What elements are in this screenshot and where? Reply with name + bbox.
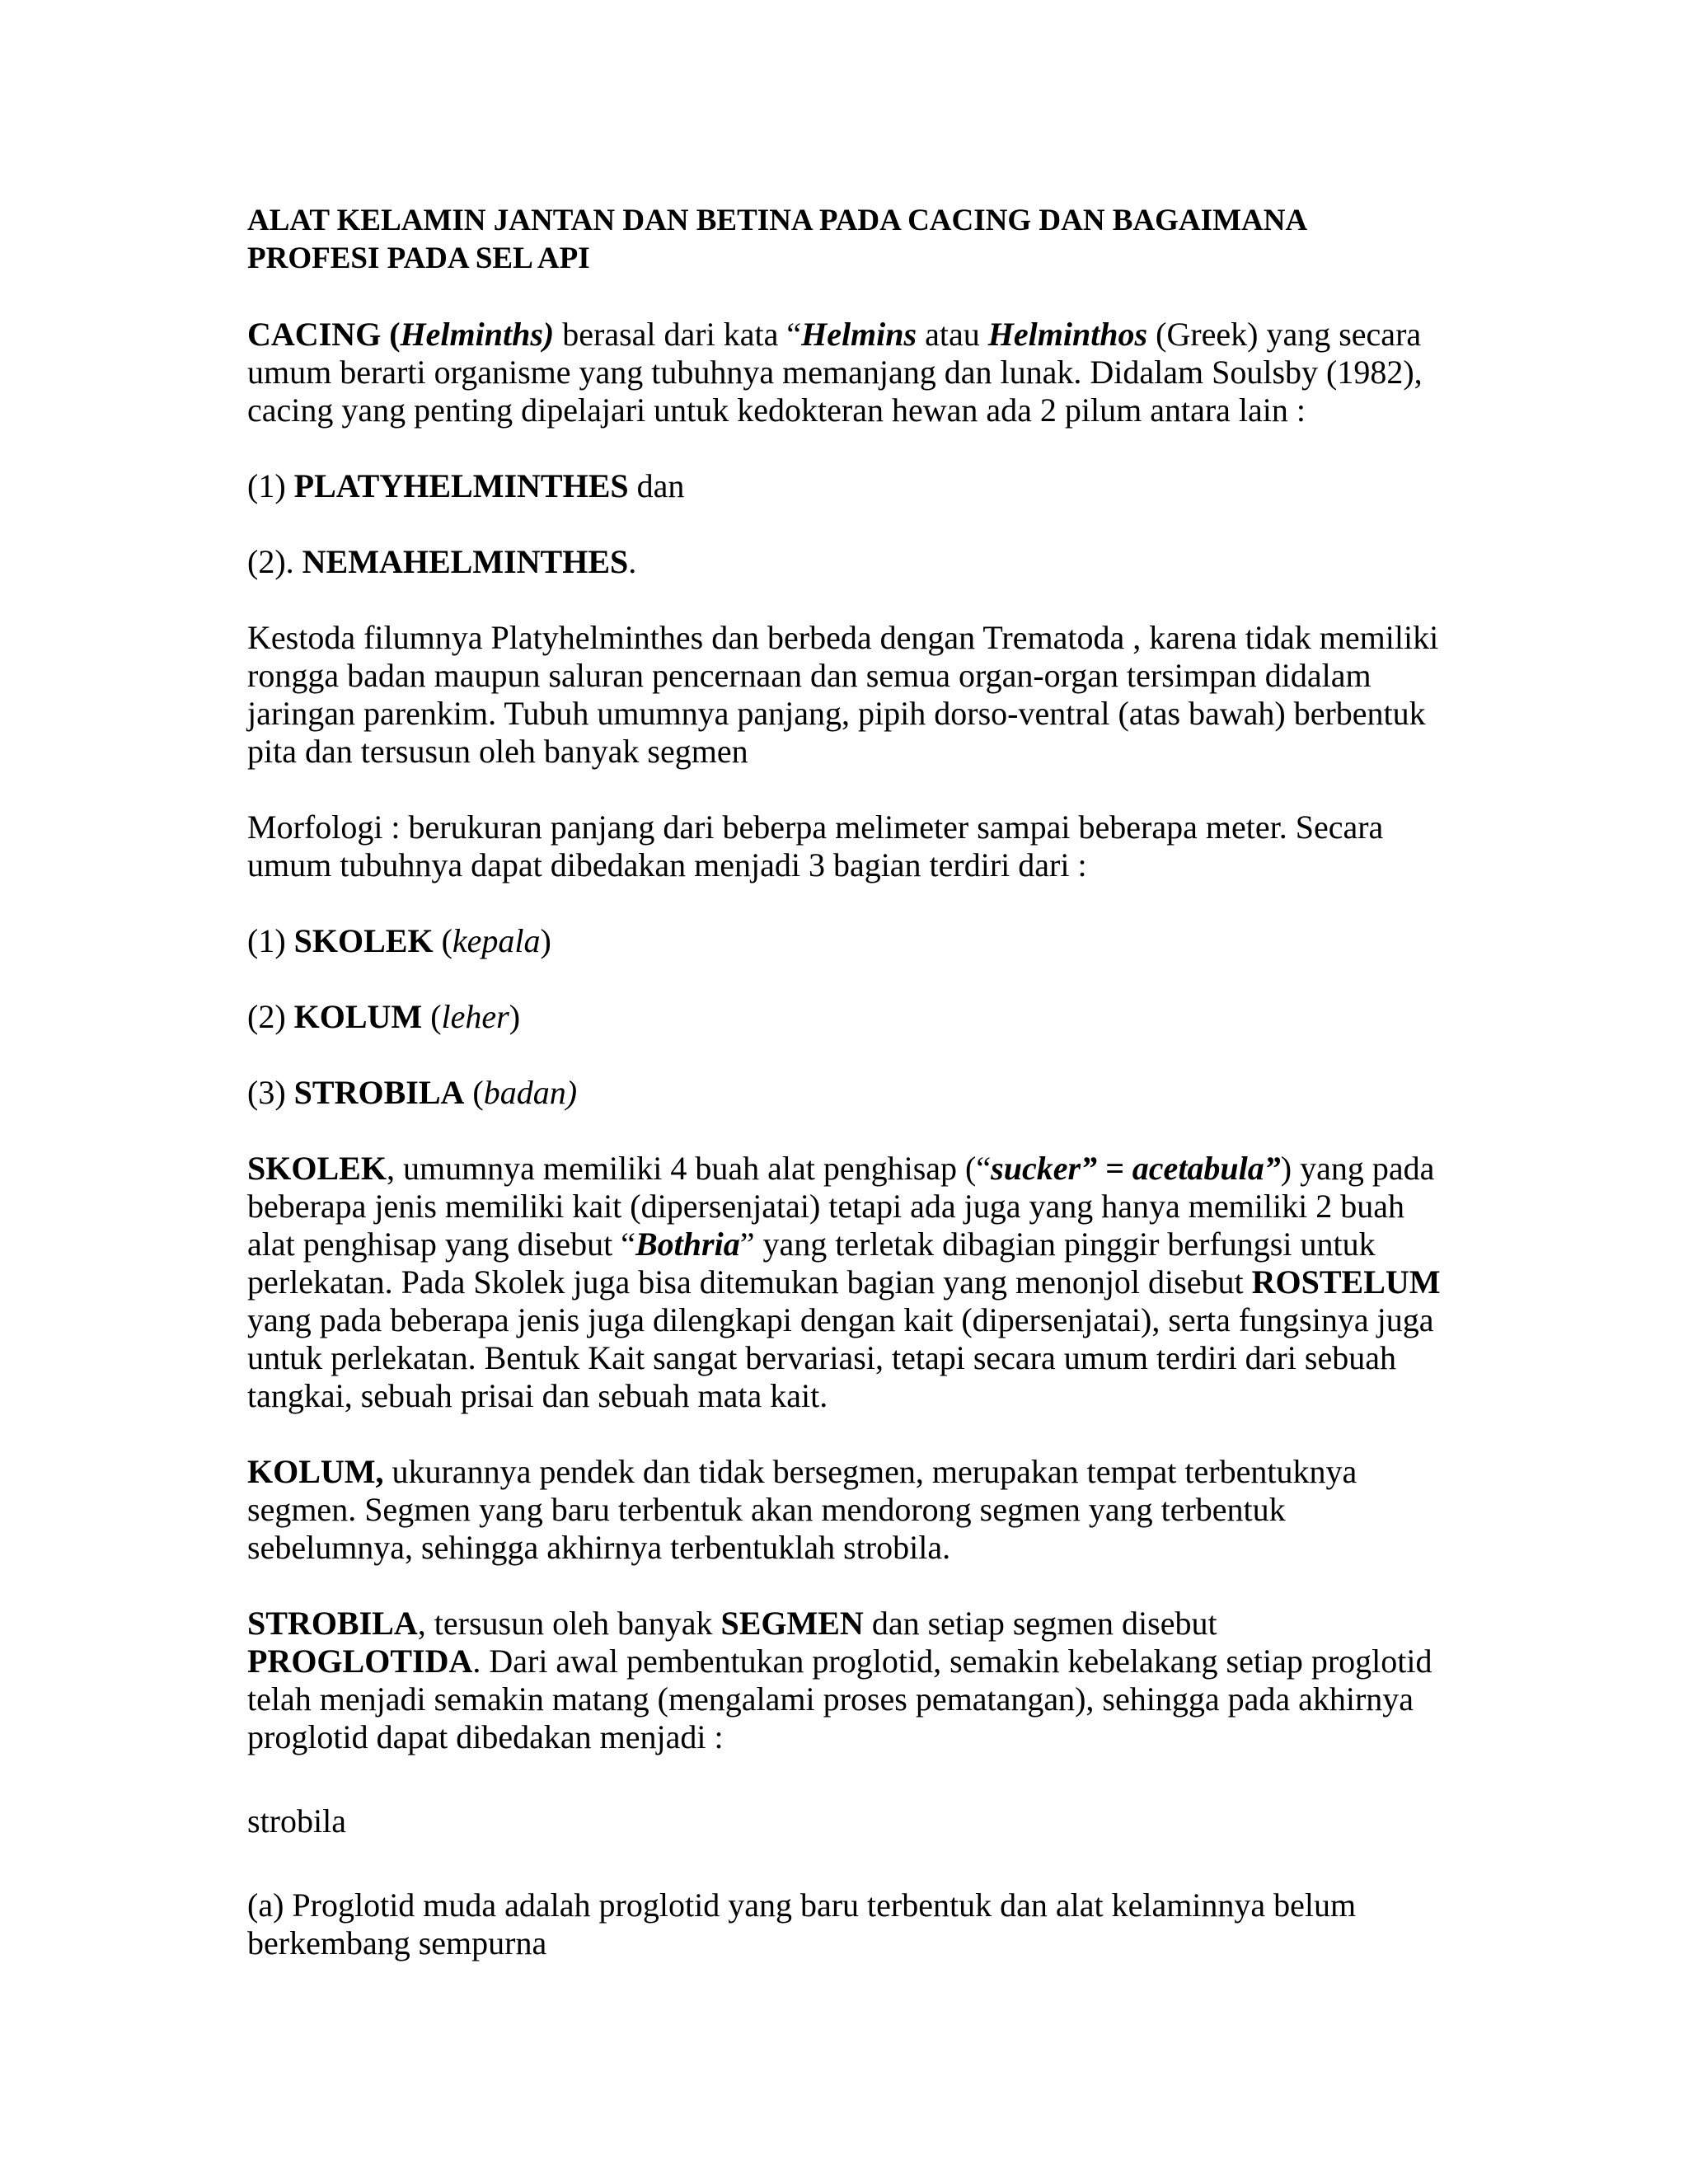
skolek-text-4: yang pada beberapa jenis juga dilengkapi dengan kait (dipersenjatai), serta fungsinya juga untuk perlekatan. Bentuk Kait sangat bervariasi, tetapi secara umum terdiri dari sebuah tangkai, sebuah prisai dan sebuah mata kait. (247, 1301, 1434, 1414)
part-num: (1) (247, 922, 294, 959)
kestoda-paragraph: Kestoda filumnya Platyhelminthes dan berbeda dengan Trematoda , karena tidak memiliki rongga badan maupun saluran pencernaan dan semua organ-organ tersimpan didalam jaringan parenkim. Tubuh umumnya panjang, pipih dorso-ventral (atas bawah) berbentuk pita dan tersusun oleh banyak segmen (247, 619, 1439, 770)
skolek-paragraph (247, 1150, 1451, 1415)
part-item-3 (247, 1074, 1451, 1112)
phylum-suffix: dan (628, 467, 685, 504)
intro-term-latin: Helminths) (400, 316, 555, 353)
phylum-item-1 (247, 467, 1451, 505)
strobila-label: strobila (247, 1802, 346, 1840)
strobila-text-3: . Dari awal pembentukan proglotid, semakin kebelakang setiap proglotid telah menjadi semakin matang (mengalami proses pematangan), sehingga pada akhirnya proglotid dapat dibedakan menjadi : (247, 1643, 1432, 1755)
strobila-term: STROBILA (247, 1605, 418, 1642)
skolek-bothria: Bothria (635, 1226, 740, 1263)
intro-text-2: atau (917, 316, 988, 353)
intro-word-helminthos: Helminthos (987, 316, 1148, 353)
skolek-rostelum: ROSTELUM (1251, 1263, 1441, 1301)
part-name: STROBILA (293, 1074, 465, 1111)
part-latin: badan) (483, 1074, 578, 1111)
intro-word-helmins: Helmins (801, 316, 917, 353)
intro-term: CACING ( (247, 316, 401, 353)
intro-text-1: berasal dari kata “ (554, 316, 802, 353)
part-item-1 (247, 922, 1451, 960)
proglotid-muda-item: (a) Proglotid muda adalah proglotid yang baru terbentuk dan alat kelaminnya belum berkembang sempurna (247, 1886, 1357, 1961)
kolum-text: ukurannya pendek dan tidak bersegmen, merupakan tempat terbentuknya segmen. Segmen yang baru terbentuk akan mendorong segmen yang terbentuk sebelumnya, sehingga akhirnya terbentuklah strobila. (247, 1453, 1357, 1566)
strobila-text-1: , tersusun oleh banyak (417, 1605, 721, 1642)
intro-text-3: (Greek) yang secara umum berarti organisme yang tubuhnya memanjang dan lunak. Didalam Soulsby (1982), cacing yang penting dipelajari untuk kedokteran hewan ada 2 pilum antara lain : (247, 316, 1423, 429)
kolum-paragraph (247, 1453, 1451, 1567)
phylum-item-2 (247, 543, 1451, 581)
phylum-name: NEMAHELMINTHES (302, 543, 629, 580)
part-name: SKOLEK (293, 922, 434, 959)
part-close: ) (509, 998, 521, 1035)
phylum-name: PLATYHELMINTHES (293, 467, 629, 504)
strobila-paragraph (247, 1605, 1451, 1756)
strobila-segmen: SEGMEN (720, 1605, 864, 1642)
phylum-suffix: . (628, 543, 637, 580)
part-open: ( (464, 1074, 484, 1111)
kolum-term: KOLUM, (247, 1453, 384, 1490)
phylum-num: (1) (247, 467, 294, 504)
strobila-proglotida: PROGLOTIDA (247, 1643, 473, 1680)
skolek-text-3: ” yang terletak dibagian pinggir berfungsi untuk perlekatan. Pada Skolek juga bisa ditemukan bagian yang menonjol disebut (247, 1226, 1376, 1301)
phylum-num: (2). (247, 543, 302, 580)
part-item-2 (247, 998, 1451, 1036)
part-open: ( (433, 922, 452, 959)
part-num: (3) (247, 1074, 294, 1111)
part-name: KOLUM (293, 998, 423, 1035)
skolek-sucker: sucker” = acetabula” (991, 1150, 1281, 1187)
strobila-text-2: dan setiap segmen disebut (863, 1605, 1217, 1642)
intro-paragraph (247, 316, 1451, 429)
skolek-text-2: ) yang pada beberapa jenis memiliki kait (dipersenjatai) tetapi ada juga yang hanya memiliki 2 buah alat penghisap yang disebut “ (247, 1150, 1435, 1263)
part-num: (2) (247, 998, 294, 1035)
document-title (247, 202, 1451, 278)
skolek-term: SKOLEK (247, 1150, 387, 1187)
morfologi-paragraph: Morfologi : berukuran panjang dari beberpa melimeter sampai beberapa meter. Secara umum tubuhnya dapat dibedakan menjadi 3 bagian terdiri dari : (247, 808, 1384, 883)
part-latin: kepala (452, 922, 541, 959)
part-latin: leher (441, 998, 509, 1035)
title-line-2: PROFESI PADA SEL API (247, 241, 590, 275)
document-content (247, 202, 1451, 1962)
title-line-1: ALAT KELAMIN JANTAN DAN BETINA PADA CACING DAN BAGAIMANA (247, 204, 1308, 237)
part-close: ) (540, 922, 551, 959)
part-open: ( (422, 998, 442, 1035)
skolek-text-1: , umumnya memiliki 4 buah alat penghisap (“ (386, 1150, 992, 1187)
